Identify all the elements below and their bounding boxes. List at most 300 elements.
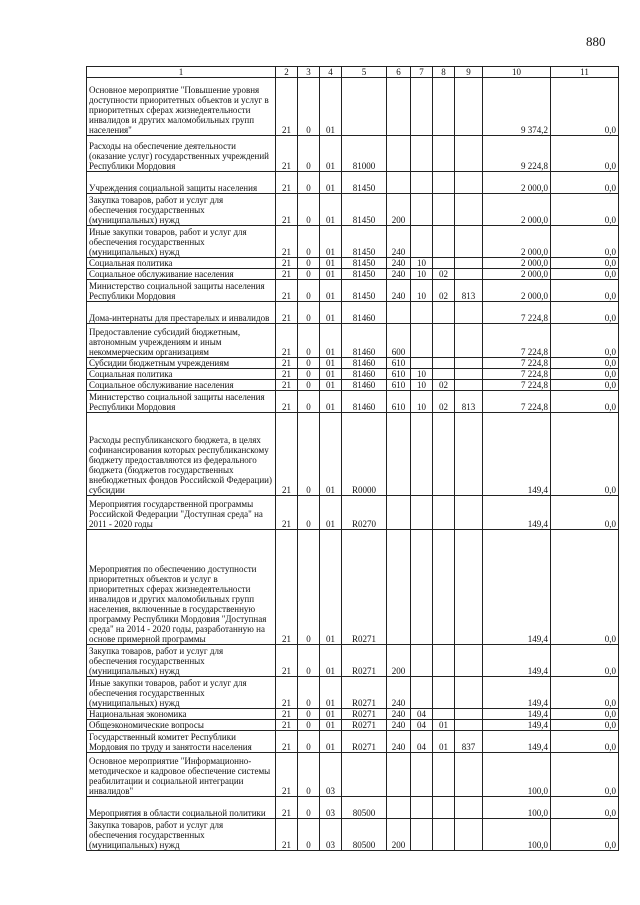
- row-name: Закупка товаров, работ и услуг для обеспечения государственных (муниципальных) нужд: [89, 820, 224, 850]
- column-header-9: 9: [455, 67, 483, 78]
- code-cell-c7: 10: [411, 258, 433, 269]
- amount-cell-2: [551, 172, 619, 194]
- code-cell-c2: 21: [276, 280, 298, 302]
- amount-value: 7 224,8: [521, 369, 548, 379]
- amount-value: 2 000,0: [521, 258, 548, 268]
- column-header-4: 4: [320, 67, 342, 78]
- code-cell-c3: 0: [298, 358, 320, 369]
- row-name: Министерство социальной защиты населения Республики Мордовия: [89, 392, 265, 412]
- code-cell-c8: 01: [433, 731, 455, 753]
- amount-value: 7 224,8: [521, 347, 548, 357]
- code-cell-c8: 02: [433, 391, 455, 413]
- code-cell-c9: [455, 302, 483, 324]
- code-cell-c4: 01: [320, 391, 342, 413]
- row-name: Мероприятия государственной программы Российской Федерации "Доступная среда" на 2011 - 2020 годы: [89, 499, 263, 529]
- table-row: [87, 380, 619, 391]
- code-cell-c3: 0: [298, 391, 320, 413]
- code-cell-c5: R0271: [342, 731, 387, 753]
- code-cell-c2: 21: [276, 302, 298, 324]
- row-name-cell: [87, 280, 276, 302]
- code-cell-c7: 10: [411, 280, 433, 302]
- code-cell-c2: 21: [276, 258, 298, 269]
- row-name-cell: [87, 413, 276, 496]
- code-cell-c5: 80500: [342, 819, 387, 851]
- column-header-5: 5: [342, 67, 387, 78]
- code-cell-c7: [411, 172, 433, 194]
- code-cell-c8: [433, 413, 455, 496]
- row-name: Основное мероприятие "Информационно-методическое и кадровое обеспечение системы реабилитации и социальной интеграции инвалидов": [89, 756, 271, 796]
- amount-cell: [483, 496, 551, 530]
- code-cell-c9: [455, 194, 483, 226]
- row-name-cell: [87, 78, 276, 136]
- code-cell-c8: 02: [433, 280, 455, 302]
- code-cell-c6: 610: [387, 358, 411, 369]
- amount-value: 2 000,0: [521, 291, 548, 301]
- amount-value: 0,0: [604, 269, 616, 279]
- code-cell-c3: 0: [298, 269, 320, 280]
- amount-value: 0,0: [604, 666, 616, 676]
- row-name: Учреждения социальной защиты населения: [89, 183, 258, 193]
- code-cell-c5: R0271: [342, 709, 387, 720]
- code-cell-c3: 0: [298, 78, 320, 136]
- table-row: [87, 324, 619, 358]
- amount-cell: [483, 358, 551, 369]
- code-cell-c5: R0270: [342, 496, 387, 530]
- row-name: Социальная политика: [89, 258, 173, 268]
- amount-cell: [483, 753, 551, 797]
- code-cell-c8: 01: [433, 720, 455, 731]
- row-name: Национальная экономика: [89, 709, 187, 719]
- code-cell-c7: 10: [411, 380, 433, 391]
- code-cell-c8: [433, 645, 455, 677]
- amount-value: 149,4: [527, 742, 548, 752]
- code-cell-c2: 21: [276, 530, 298, 645]
- code-cell-c5: 81460: [342, 369, 387, 380]
- code-cell-c3: 0: [298, 496, 320, 530]
- code-cell-c3: 0: [298, 136, 320, 172]
- amount-cell-2: [551, 358, 619, 369]
- code-cell-c2: 21: [276, 645, 298, 677]
- row-name-cell: [87, 496, 276, 530]
- amount-cell-2: [551, 645, 619, 677]
- amount-value: 9 224,8: [521, 161, 548, 171]
- table-row: [87, 530, 619, 645]
- code-cell-c6: [387, 136, 411, 172]
- row-name: Социальное обслуживание населения: [89, 269, 234, 279]
- code-cell-c6: 240: [387, 731, 411, 753]
- code-cell-c7: [411, 530, 433, 645]
- amount-cell-2: [551, 194, 619, 226]
- amount-value: 2 000,0: [521, 247, 548, 257]
- code-cell-c7: 04: [411, 720, 433, 731]
- code-cell-c7: [411, 677, 433, 709]
- code-cell-c7: 10: [411, 269, 433, 280]
- amount-value: 0,0: [604, 634, 616, 644]
- amount-cell-2: [551, 709, 619, 720]
- code-cell-c9: [455, 369, 483, 380]
- code-cell-c9: [455, 172, 483, 194]
- code-cell-c4: 01: [320, 78, 342, 136]
- amount-value: 0,0: [604, 742, 616, 752]
- code-cell-c2: 21: [276, 226, 298, 258]
- code-cell-c6: 600: [387, 324, 411, 358]
- table-row: [87, 677, 619, 709]
- code-cell-c3: 0: [298, 797, 320, 819]
- table-row: [87, 302, 619, 324]
- header-row: [87, 67, 619, 78]
- amount-value: 0,0: [604, 183, 616, 193]
- code-cell-c3: 0: [298, 324, 320, 358]
- code-cell-c7: [411, 797, 433, 819]
- code-cell-c9: [455, 380, 483, 391]
- amount-value: 100,0: [527, 808, 548, 818]
- code-cell-c3: 0: [298, 753, 320, 797]
- code-cell-c9: [455, 709, 483, 720]
- code-cell-c7: [411, 819, 433, 851]
- amount-cell: [483, 369, 551, 380]
- row-name: Расходы на обеспечение деятельности (оказание услуг) государственных учреждений Республики Мордовия: [89, 141, 269, 171]
- row-name-cell: [87, 172, 276, 194]
- code-cell-c6: 610: [387, 369, 411, 380]
- code-cell-c5: 81460: [342, 302, 387, 324]
- code-cell-c4: 01: [320, 380, 342, 391]
- row-name-cell: [87, 358, 276, 369]
- column-header-6: 6: [387, 67, 411, 78]
- code-cell-c5: 81450: [342, 258, 387, 269]
- amount-value: 7 224,8: [521, 402, 548, 412]
- code-cell-c3: 0: [298, 280, 320, 302]
- row-name-cell: [87, 194, 276, 226]
- amount-value: 0,0: [604, 519, 616, 529]
- code-cell-c5: 81460: [342, 380, 387, 391]
- table-row: [87, 819, 619, 851]
- code-cell-c7: [411, 302, 433, 324]
- amount-value: 0,0: [604, 709, 616, 719]
- table-row: [87, 496, 619, 530]
- code-cell-c7: [411, 136, 433, 172]
- row-name-cell: [87, 677, 276, 709]
- code-cell-c6: 240: [387, 709, 411, 720]
- row-name: Социальная политика: [89, 369, 173, 379]
- code-cell-c2: 21: [276, 819, 298, 851]
- code-cell-c2: 21: [276, 78, 298, 136]
- code-cell-c5: R0271: [342, 720, 387, 731]
- code-cell-c9: [455, 226, 483, 258]
- row-name-cell: [87, 819, 276, 851]
- code-cell-c4: 03: [320, 819, 342, 851]
- code-cell-c9: 813: [455, 280, 483, 302]
- column-header-11: 11: [551, 67, 619, 78]
- table-row: [87, 226, 619, 258]
- row-name-cell: [87, 753, 276, 797]
- code-cell-c6: 240: [387, 226, 411, 258]
- row-name-cell: [87, 258, 276, 269]
- code-cell-c4: 01: [320, 136, 342, 172]
- code-cell-c8: [433, 358, 455, 369]
- code-cell-c3: 0: [298, 709, 320, 720]
- amount-cell: [483, 194, 551, 226]
- table-row: [87, 369, 619, 380]
- row-name: Иные закупки товаров, работ и услуг для обеспечения государственных (муниципальных) нужд: [89, 227, 247, 257]
- amount-value: 0,0: [604, 313, 616, 323]
- code-cell-c9: [455, 720, 483, 731]
- amount-cell-2: [551, 496, 619, 530]
- code-cell-c8: [433, 797, 455, 819]
- table-row: [87, 136, 619, 172]
- row-name-cell: [87, 369, 276, 380]
- amount-value: 0,0: [604, 347, 616, 357]
- code-cell-c8: [433, 78, 455, 136]
- row-name-cell: [87, 645, 276, 677]
- amount-value: 149,4: [527, 485, 548, 495]
- row-name-cell: [87, 709, 276, 720]
- amount-cell: [483, 645, 551, 677]
- code-cell-c9: [455, 645, 483, 677]
- code-cell-c3: 0: [298, 258, 320, 269]
- amount-value: 0,0: [604, 369, 616, 379]
- code-cell-c6: 200: [387, 645, 411, 677]
- amount-cell-2: [551, 797, 619, 819]
- column-header-10: 10: [483, 67, 551, 78]
- row-name-cell: [87, 324, 276, 358]
- amount-value: 0,0: [604, 380, 616, 390]
- amount-value: 2 000,0: [521, 215, 548, 225]
- amount-cell-2: [551, 302, 619, 324]
- code-cell-c3: 0: [298, 226, 320, 258]
- code-cell-c6: 240: [387, 258, 411, 269]
- code-cell-c4: 01: [320, 677, 342, 709]
- amount-cell: [483, 413, 551, 496]
- code-cell-c5: 81460: [342, 324, 387, 358]
- code-cell-c2: 21: [276, 677, 298, 709]
- page-number: 880: [586, 34, 606, 49]
- code-cell-c4: 01: [320, 358, 342, 369]
- row-name: Мероприятия в области социальной политики: [89, 808, 266, 818]
- amount-cell-2: [551, 530, 619, 645]
- amount-value: 149,4: [527, 709, 548, 719]
- code-cell-c2: 21: [276, 720, 298, 731]
- code-cell-c5: 81450: [342, 194, 387, 226]
- code-cell-c3: 0: [298, 380, 320, 391]
- row-name-cell: [87, 269, 276, 280]
- code-cell-c4: 01: [320, 258, 342, 269]
- amount-cell-2: [551, 258, 619, 269]
- code-cell-c9: [455, 819, 483, 851]
- amount-value: 0,0: [604, 291, 616, 301]
- code-cell-c5: 81460: [342, 358, 387, 369]
- amount-value: 0,0: [604, 720, 616, 730]
- code-cell-c7: [411, 645, 433, 677]
- code-cell-c4: 03: [320, 797, 342, 819]
- row-name: Дома-интернаты для престарелых и инвалидов: [89, 313, 270, 323]
- amount-cell: [483, 380, 551, 391]
- amount-value: 0,0: [604, 358, 616, 368]
- code-cell-c8: [433, 324, 455, 358]
- code-cell-c2: 21: [276, 731, 298, 753]
- amount-value: 7 224,8: [521, 358, 548, 368]
- code-cell-c9: [455, 358, 483, 369]
- amount-value: 0,0: [604, 247, 616, 257]
- amount-cell: [483, 302, 551, 324]
- amount-value: 149,4: [527, 666, 548, 676]
- amount-value: 100,0: [527, 840, 548, 850]
- code-cell-c4: 01: [320, 324, 342, 358]
- code-cell-c4: 01: [320, 530, 342, 645]
- table-row: [87, 194, 619, 226]
- row-name: Расходы республиканского бюджета, в целях софинансирования которых республиканскому бюджету предоставляются из федерального бюджета (бюджетов государственных внебюджетных фондов Российской Федерации) субсидии: [89, 435, 272, 495]
- budget-table: [86, 66, 619, 851]
- code-cell-c2: 21: [276, 797, 298, 819]
- table-row: [87, 645, 619, 677]
- amount-cell: [483, 324, 551, 358]
- code-cell-c8: [433, 194, 455, 226]
- row-name: Иные закупки товаров, работ и услуг для обеспечения государственных (муниципальных) нужд: [89, 678, 247, 708]
- code-cell-c2: 21: [276, 369, 298, 380]
- column-header-2: 2: [276, 67, 298, 78]
- row-name-cell: [87, 731, 276, 753]
- code-cell-c9: 837: [455, 731, 483, 753]
- amount-value: 0,0: [604, 485, 616, 495]
- table-row: [87, 280, 619, 302]
- table-row: [87, 709, 619, 720]
- code-cell-c3: 0: [298, 677, 320, 709]
- code-cell-c3: 0: [298, 530, 320, 645]
- code-cell-c6: 200: [387, 819, 411, 851]
- row-name: Основное мероприятие "Повышение уровня доступности приоритетных объектов и услуг в приоритетных сферах жизнедеятельности инвалидов и других маломобильных групп населения": [89, 85, 269, 135]
- code-cell-c7: [411, 413, 433, 496]
- code-cell-c9: 813: [455, 391, 483, 413]
- amount-cell: [483, 677, 551, 709]
- code-cell-c6: [387, 530, 411, 645]
- table-row: [87, 78, 619, 136]
- row-name-cell: [87, 136, 276, 172]
- amount-value: 149,4: [527, 720, 548, 730]
- code-cell-c7: [411, 358, 433, 369]
- code-cell-c4: 01: [320, 269, 342, 280]
- code-cell-c8: [433, 753, 455, 797]
- code-cell-c4: 01: [320, 709, 342, 720]
- table-row: [87, 413, 619, 496]
- amount-cell: [483, 280, 551, 302]
- code-cell-c5: 80500: [342, 797, 387, 819]
- row-name: Закупка товаров, работ и услуг для обеспечения государственных (муниципальных) нужд: [89, 646, 224, 676]
- row-name: Общеэкономические вопросы: [89, 720, 204, 730]
- code-cell-c7: 04: [411, 709, 433, 720]
- amount-value: 149,4: [527, 698, 548, 708]
- code-cell-c9: [455, 530, 483, 645]
- code-cell-c2: 21: [276, 380, 298, 391]
- row-name-cell: [87, 797, 276, 819]
- code-cell-c8: [433, 709, 455, 720]
- amount-cell: [483, 709, 551, 720]
- amount-cell-2: [551, 391, 619, 413]
- amount-cell-2: [551, 280, 619, 302]
- amount-cell-2: [551, 731, 619, 753]
- code-cell-c8: [433, 258, 455, 269]
- table-row: [87, 172, 619, 194]
- row-name: Мероприятия по обеспечению доступности приоритетных объектов и услуг в приоритетных сферах жизнедеятельности инвалидов и других маломобильных групп населения, включенные в государственную программу Республики Мордовия "Доступная среда" на 2014 - 2020 годы, разработанную на основе примерной программы: [89, 564, 267, 644]
- amount-value: 0,0: [604, 402, 616, 412]
- code-cell-c4: 01: [320, 413, 342, 496]
- code-cell-c6: 240: [387, 269, 411, 280]
- amount-cell: [483, 720, 551, 731]
- amount-cell-2: [551, 324, 619, 358]
- amount-cell: [483, 530, 551, 645]
- amount-cell: [483, 391, 551, 413]
- amount-cell-2: [551, 136, 619, 172]
- code-cell-c2: 21: [276, 709, 298, 720]
- code-cell-c6: 200: [387, 194, 411, 226]
- code-cell-c6: [387, 496, 411, 530]
- amount-cell: [483, 136, 551, 172]
- amount-value: 0,0: [604, 786, 616, 796]
- column-header-7: 7: [411, 67, 433, 78]
- code-cell-c8: 02: [433, 380, 455, 391]
- table-row: [87, 797, 619, 819]
- code-cell-c5: [342, 753, 387, 797]
- code-cell-c7: 04: [411, 731, 433, 753]
- code-cell-c6: [387, 413, 411, 496]
- code-cell-c9: [455, 258, 483, 269]
- amount-cell-2: [551, 369, 619, 380]
- amount-value: 7 224,8: [521, 313, 548, 323]
- amount-cell: [483, 819, 551, 851]
- code-cell-c5: [342, 78, 387, 136]
- amount-cell-2: [551, 380, 619, 391]
- code-cell-c6: 610: [387, 380, 411, 391]
- table-row: [87, 358, 619, 369]
- code-cell-c6: [387, 302, 411, 324]
- code-cell-c6: [387, 797, 411, 819]
- code-cell-c7: 10: [411, 391, 433, 413]
- row-name-cell: [87, 720, 276, 731]
- amount-cell-2: [551, 753, 619, 797]
- code-cell-c4: 01: [320, 194, 342, 226]
- amount-value: 7 224,8: [521, 380, 548, 390]
- code-cell-c2: 21: [276, 358, 298, 369]
- amount-value: 149,4: [527, 634, 548, 644]
- row-name: Министерство социальной защиты населения Республики Мордовия: [89, 281, 265, 301]
- code-cell-c4: 01: [320, 496, 342, 530]
- code-cell-c3: 0: [298, 720, 320, 731]
- code-cell-c2: 21: [276, 324, 298, 358]
- amount-cell: [483, 269, 551, 280]
- row-name-cell: [87, 530, 276, 645]
- code-cell-c3: 0: [298, 819, 320, 851]
- code-cell-c7: [411, 324, 433, 358]
- code-cell-c9: [455, 269, 483, 280]
- code-cell-c2: 21: [276, 753, 298, 797]
- code-cell-c2: 21: [276, 391, 298, 413]
- table-row: [87, 258, 619, 269]
- amount-cell: [483, 258, 551, 269]
- code-cell-c2: 21: [276, 269, 298, 280]
- code-cell-c2: 21: [276, 194, 298, 226]
- code-cell-c4: 01: [320, 172, 342, 194]
- code-cell-c9: [455, 797, 483, 819]
- amount-value: 0,0: [604, 258, 616, 268]
- code-cell-c6: [387, 753, 411, 797]
- amount-value: 2 000,0: [521, 183, 548, 193]
- amount-value: 149,4: [527, 519, 548, 529]
- code-cell-c5: 81450: [342, 172, 387, 194]
- amount-value: 0,0: [604, 840, 616, 850]
- table-row: [87, 731, 619, 753]
- code-cell-c7: [411, 78, 433, 136]
- amount-value: 9 374,2: [521, 125, 548, 135]
- code-cell-c3: 0: [298, 413, 320, 496]
- amount-cell-2: [551, 269, 619, 280]
